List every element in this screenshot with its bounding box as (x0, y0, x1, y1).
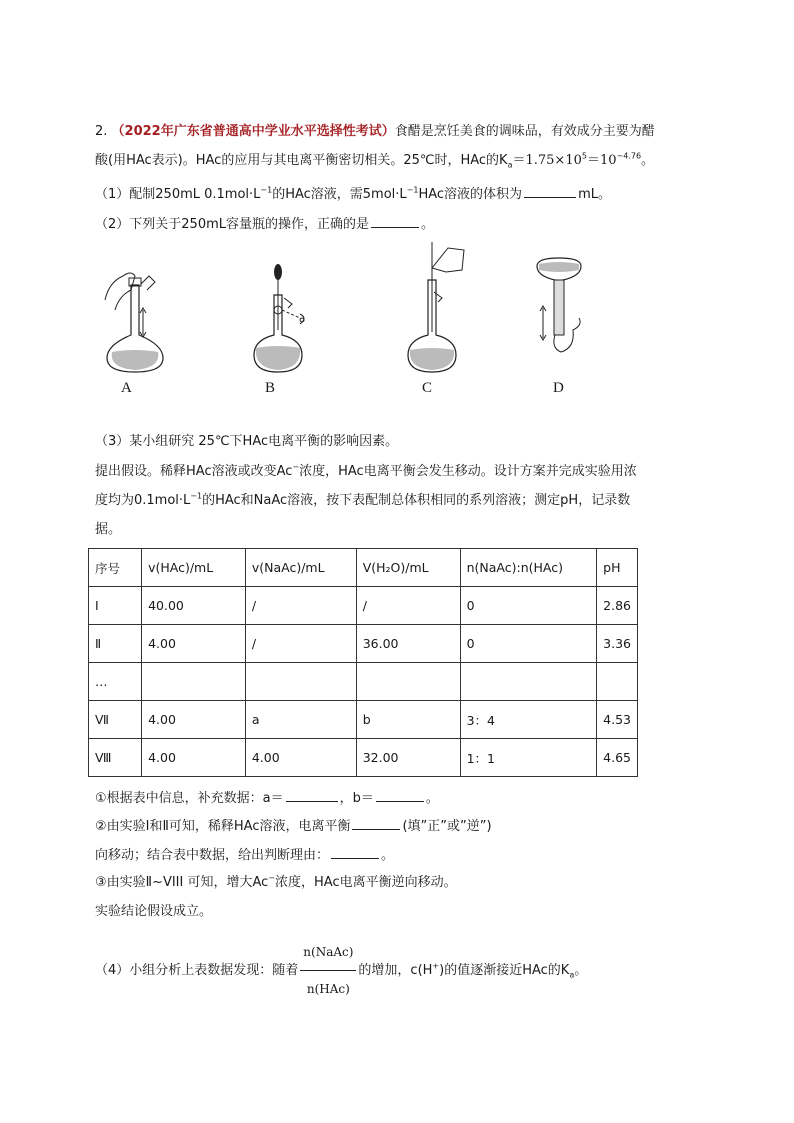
table-cell: 4.00 (142, 739, 246, 777)
question-source: （2022年广东省普通高中学业水平选择性考试） (111, 124, 395, 139)
subq-1 (95, 788, 439, 809)
table-cell: b (356, 701, 460, 739)
ka-end: 。 (641, 153, 655, 168)
table-cell: 0 (460, 625, 597, 663)
table-cell: 4.65 (597, 739, 638, 777)
question-number: 2. (95, 124, 108, 139)
subq-3 (95, 873, 457, 893)
subq-2-cont (95, 845, 394, 866)
table-cell: Ⅱ (89, 625, 142, 663)
subq-1c: 。 (425, 791, 439, 806)
part2-line (95, 214, 434, 235)
table-cell (460, 663, 597, 701)
experiment-table (88, 548, 638, 777)
part1-line (95, 184, 611, 205)
header-cell: n(NaAc):n(HAc) (460, 549, 597, 587)
subq-3b: 浓度，HAc电离平衡逆向移动。 (275, 875, 457, 890)
table-cell: 4.00 (245, 739, 356, 777)
table-cell: 3.36 (597, 625, 638, 663)
question-intro-2: 酸(用HAc表示)。HAc的应用与其电离平衡密切相关。25℃时，HAc的K (95, 153, 508, 168)
part3-line3b: 的HAc和NaAc溶液，按下表配制总体积相同的系列溶液；测定pH，记录数 (202, 493, 631, 508)
ka-exponent: 5 (581, 151, 587, 161)
experiment-table-body (89, 549, 638, 777)
header-cell: V(H₂O)/mL (356, 549, 460, 587)
part4-sup: + (432, 961, 440, 971)
table-cell: Ⅷ (89, 739, 142, 777)
answer-blank-direction[interactable] (352, 816, 400, 830)
table-row (89, 625, 638, 663)
part4-line (95, 934, 587, 1007)
part3-line-4: 据。 (95, 522, 122, 537)
table-cell: 0 (460, 587, 597, 625)
answer-blank-reason[interactable] (331, 845, 379, 859)
table-cell: 4.53 (597, 701, 638, 739)
table-row (89, 587, 638, 625)
ka-value-2: ＝10 (586, 153, 617, 168)
part4-sub: a (569, 970, 575, 980)
figure-a-flask-shaking (95, 240, 175, 375)
part1-text-d: mL。 (578, 187, 611, 202)
table-cell: 32.00 (356, 739, 460, 777)
subq-2c: 向移动；结合表中数据，给出判断理由： (95, 848, 330, 863)
answer-blank-b[interactable] (376, 788, 424, 802)
table-cell (245, 663, 356, 701)
subq-2d: 。 (381, 848, 395, 863)
part3-line3a: 度均为0.1mol·L (95, 493, 191, 508)
part1-text-a: （1）配制250mL 0.1mol·L (95, 187, 261, 202)
table-cell (356, 663, 460, 701)
part1-sup2: −1 (406, 185, 419, 195)
answer-blank-volume[interactable] (524, 184, 576, 198)
answer-blank-a[interactable] (286, 788, 338, 802)
subq-3sup: − (268, 873, 275, 883)
table-cell: / (245, 625, 356, 663)
fraction-denominator: n(HAc) (306, 982, 350, 996)
part3-line2a: 提出假设。稀释HAc溶液或改变Ac (95, 464, 293, 479)
part2-text-b: 。 (421, 217, 435, 232)
subq-3a: ③由实验Ⅱ~VIII 可知，增大Ac (95, 875, 269, 890)
question-line-2 (95, 151, 654, 171)
table-row (89, 701, 638, 739)
table-cell: 2.86 (597, 587, 638, 625)
table-cell: 4.00 (142, 625, 246, 663)
question-line-1 (95, 122, 655, 142)
part4-text-a: （4）小组分析上表数据发现：随着 (95, 963, 299, 978)
part3-line2sup: − (292, 462, 300, 472)
table-cell (142, 663, 246, 701)
part4-text-c: )的值逐渐接近HAc的K (439, 963, 570, 978)
table-cell: / (356, 587, 460, 625)
header-cell: pH (597, 549, 638, 587)
header-cell: v(NaAc)/mL (245, 549, 356, 587)
figure-label-d: D (553, 380, 564, 396)
table-cell: 40.00 (142, 587, 246, 625)
subq-2a: ②由实验Ⅰ和Ⅱ可知，稀释HAc溶液，电离平衡 (95, 819, 351, 834)
figure-label-b: B (265, 380, 276, 396)
table-header-row (89, 549, 638, 587)
header-cell: v(HAc)/mL (142, 549, 246, 587)
header-cell: 序号 (89, 549, 142, 587)
part3-line-2 (95, 462, 637, 482)
part2-text-a: （2）下列关于250mL容量瓶的操作，正确的是 (95, 217, 369, 232)
table-cell: 1：1 (460, 739, 597, 777)
part3-line2b: 浓度，HAc电离平衡会发生移动。设计方案并完成实验用浓 (299, 464, 637, 479)
table-row (89, 739, 638, 777)
table-cell: 36.00 (356, 625, 460, 663)
subq-1b: ，b＝ (339, 791, 374, 806)
fraction-numerator: n(NaAc) (300, 934, 356, 971)
answer-blank-operation[interactable] (371, 214, 419, 228)
ka-subscript: a (507, 160, 513, 170)
table-cell: Ⅶ (89, 701, 142, 739)
subq-1a: ①根据表中信息，补充数据：a＝ (95, 791, 284, 806)
ratio-fraction (300, 934, 356, 1007)
table-cell (597, 663, 638, 701)
part1-sup1: −1 (260, 185, 273, 195)
question-intro-1: 食醋是烹饪美食的调味品，有效成分主要为醋 (394, 124, 655, 139)
subq-2b: (填”正”或”逆”) (402, 819, 492, 834)
table-cell: 3：4 (460, 701, 597, 739)
table-row (89, 663, 638, 701)
ka-exponent-2: −4.76 (616, 151, 642, 161)
figure-label-a: A (121, 380, 132, 396)
table-cell: 4.00 (142, 701, 246, 739)
table-cell: / (245, 587, 356, 625)
table-cell: Ⅰ (89, 587, 142, 625)
part4-text-b: 的增加，c(H (358, 963, 433, 978)
figure-d-flask-inverted (525, 240, 605, 375)
table-cell: … (89, 663, 142, 701)
subq-conclusion: 实验结论假设成立。 (95, 904, 213, 919)
part3-line-1: （3）某小组研究 25℃下HAc电离平衡的影响因素。 (95, 434, 399, 449)
figure-label-c: C (422, 380, 433, 396)
part3-line-3 (95, 491, 630, 511)
part3-line3sup: −1 (190, 491, 203, 501)
table-cell: a (245, 701, 356, 739)
part1-text-c: HAc溶液的体积为 (418, 187, 523, 202)
figure-b-flask-reading (238, 240, 318, 375)
ka-value: ＝1.75×10 (512, 153, 582, 168)
part4-text-d: 。 (574, 963, 588, 978)
part1-text-b: 的HAc溶液，需5mol·L (272, 187, 407, 202)
subq-2 (95, 816, 492, 837)
figure-c-flask-pouring (392, 240, 472, 375)
